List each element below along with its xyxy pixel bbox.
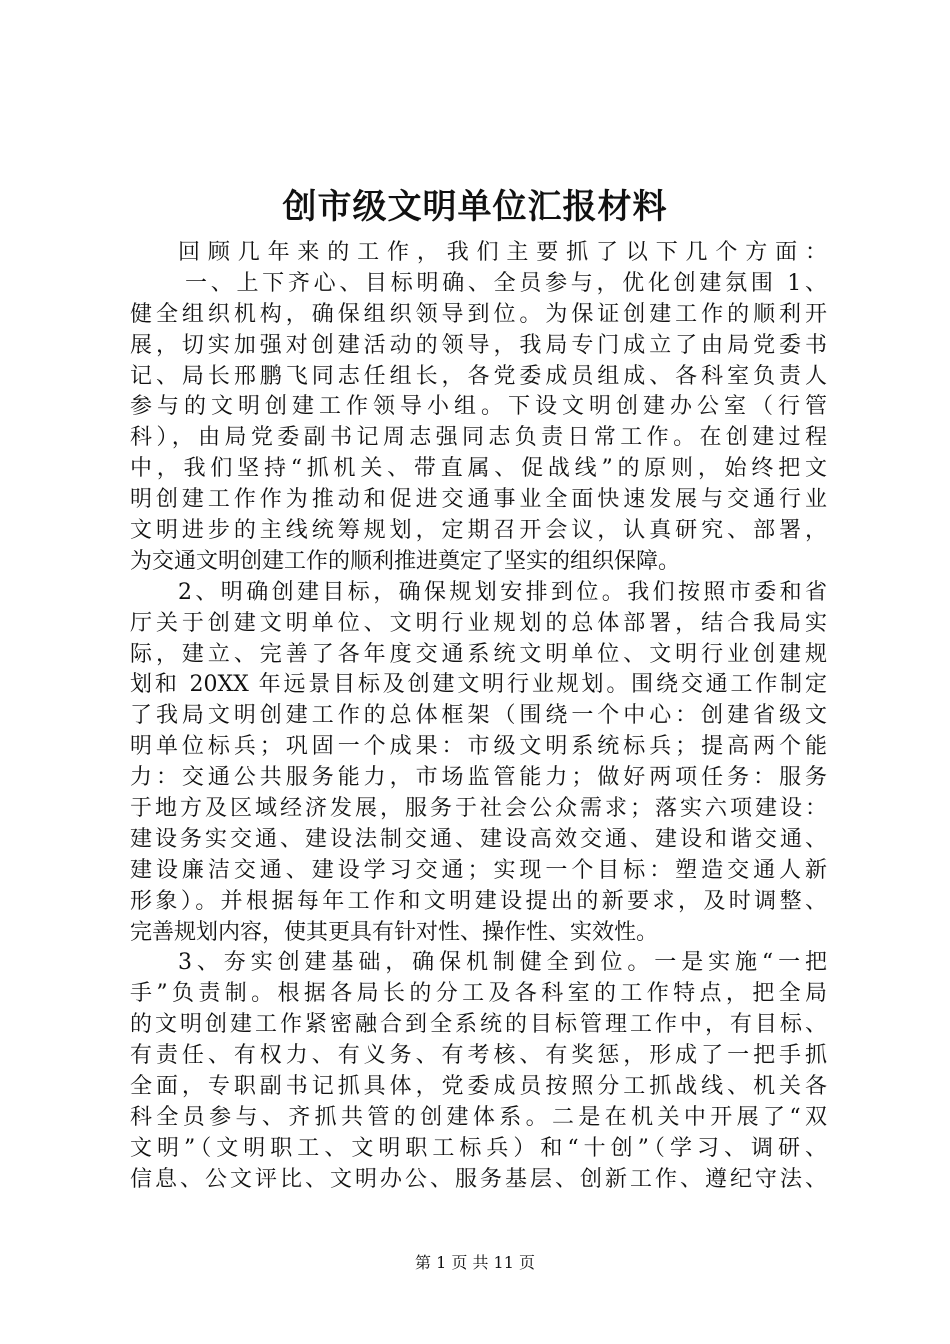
- body-line: 为交通文明创建工作的顺利推进奠定了坚实的组织保障。: [130, 548, 681, 574]
- body-line: 的文明创建工作紧密融合到全系统的目标管理工作中，有目标、: [130, 1012, 827, 1038]
- body-line: 2、明确创建目标，确保规划安排到位。我们按照市委和省: [178, 579, 827, 605]
- body-line: 科全员参与、齐抓共管的创建体系。二是在机关中开展了“双: [130, 1104, 827, 1130]
- body-line: 文明”（文明职工、文明职工标兵）和“十创”（学习、调研、: [130, 1135, 827, 1161]
- body-line: 健全组织机构，确保组织领导到位。为保证创建工作的顺利开: [130, 301, 827, 327]
- body-line: 一、上下齐心、目标明确、全员参与，优化创建氛围 1、: [185, 270, 827, 296]
- body-line: 力：交通公共服务能力，市场监管能力；做好两项任务：服务: [130, 765, 827, 791]
- body-line: 于地方及区域经济发展，服务于社会公众需求；落实六项建设：: [130, 796, 827, 822]
- body-line: 参与的文明创建工作领导小组。下设文明创建办公室（行管: [130, 394, 827, 420]
- body-line: 手”负责制。根据各局长的分工及各科室的工作特点，把全局: [130, 981, 827, 1007]
- page-footer: 第 1 页 共 11 页: [415, 1253, 535, 1272]
- body-line: 文明进步的主线统筹规划，定期召开会议，认真研究、部署，: [130, 518, 827, 544]
- body-line: 全面，专职副书记抓具体，党委成员按照分工抓战线、机关各: [130, 1074, 827, 1100]
- document-body: [130, 238, 827, 1196]
- body-line: 回顾几年来的工作，我们主要抓了以下几个方面：: [178, 240, 827, 265]
- body-line: 了我局文明创建工作的总体框架（围绕一个中心：创建省级文: [130, 703, 827, 729]
- body-line: 展，切实加强对创建活动的领导，我局专门成立了由局党委书: [130, 332, 827, 358]
- body-line: 3、夯实创建基础，确保机制健全到位。一是实施“一把: [178, 950, 827, 976]
- body-line: 际，建立、完善了各年度交通系统文明单位、文明行业创建规: [130, 641, 827, 667]
- body-line: 信息、公文评比、文明办公、服务基层、创新工作、遵纪守法、: [130, 1166, 827, 1192]
- body-line: 厅关于创建文明单位、文明行业规划的总体部署，结合我局实: [130, 610, 827, 636]
- body-line: 划和 20XX 年远景目标及创建文明行业规划。围绕交通工作制定: [130, 672, 827, 698]
- document-title: 创市级文明单位汇报材料: [282, 187, 668, 227]
- body-line: 中，我们坚持“抓机关、带直属、促战线”的原则，始终把文: [130, 456, 827, 482]
- body-line: 有责任、有权力、有义务、有考核、有奖惩，形成了一把手抓: [130, 1043, 827, 1069]
- body-line: 明单位标兵；巩固一个成果：市级文明系统标兵；提高两个能: [130, 734, 827, 760]
- body-line: 完善规划内容，使其更具有针对性、操作性、实效性。: [130, 919, 659, 945]
- body-line: 科），由局党委副书记周志强同志负责日常工作。在创建过程: [130, 425, 827, 451]
- body-line: 记、局长邢鹏飞同志任组长，各党委成员组成、各科室负责人: [130, 363, 827, 389]
- body-line: 形象）。并根据每年工作和文明建设提出的新要求，及时调整、: [130, 888, 827, 914]
- body-line: 建设务实交通、建设法制交通、建设高效交通、建设和谐交通、: [130, 826, 827, 852]
- body-line: 建设廉洁交通、建设学习交通；实现一个目标：塑造交通人新: [130, 857, 827, 883]
- body-line: 明创建工作作为推动和促进交通事业全面快速发展与交通行业: [130, 487, 827, 513]
